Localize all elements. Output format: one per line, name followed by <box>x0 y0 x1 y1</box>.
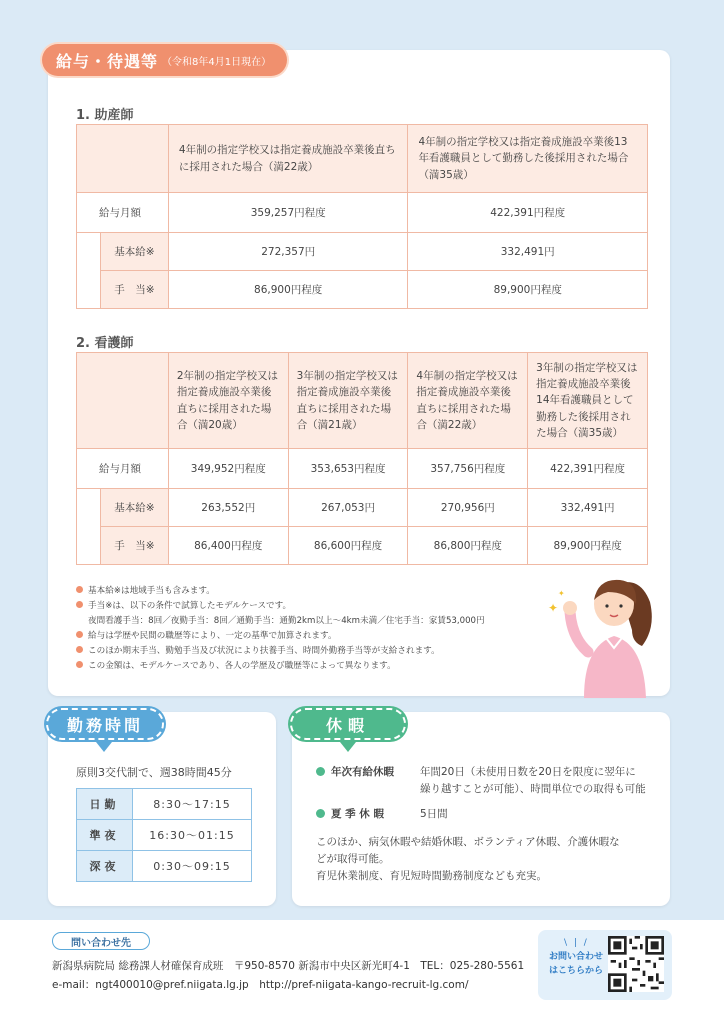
annual-leave-text-2: 繰り越すことが可能）、時間単位での取得も可能 <box>420 783 646 795</box>
svg-text:✦: ✦ <box>558 589 565 598</box>
salary-notes <box>76 584 485 674</box>
leave-title: 休暇 <box>290 708 406 740</box>
row-label: 基本給※ <box>100 489 168 527</box>
shift-table <box>76 788 252 882</box>
table-cell: 86,600円程度 <box>288 527 408 565</box>
table-cell: 86,800円程度 <box>408 527 528 565</box>
contact-label: 問い合わせ先 <box>52 932 150 950</box>
salary-title-pill <box>42 44 287 76</box>
table-cell: 422,391円程度 <box>528 449 648 489</box>
annual-leave-label: 年次有給休暇 <box>331 766 394 778</box>
row-indent <box>77 233 101 271</box>
nurse-col-header: 4年制の指定学校又は指定養成施設卒業後直ちに採用された場合（満22歳） <box>408 353 528 449</box>
note-item: この金額は、モデルケースであり、各人の学歴及び職歴等によって異なります。 <box>76 659 485 674</box>
leave-other-2: どが取得可能。 <box>316 853 390 865</box>
table-cell: 89,900円程度 <box>408 271 648 309</box>
shift-name: 準夜 <box>77 820 133 851</box>
row-label: 給与月額 <box>77 193 169 233</box>
table-row <box>77 851 252 882</box>
table-cell: 353,653円程度 <box>288 449 408 489</box>
annual-leave-text-1: 年間20日（未使用日数を20日を限度に翌年に <box>420 766 636 778</box>
annual-leave <box>316 764 394 781</box>
bullet-icon <box>76 631 83 638</box>
table-cell: 263,552円 <box>168 489 288 527</box>
table-cell: 89,900円程度 <box>528 527 648 565</box>
row-label: 手 当※ <box>100 527 168 565</box>
midwife-table <box>76 124 648 309</box>
shift-name: 日勤 <box>77 789 133 820</box>
midwife-col2-header: 4年制の指定学校又は指定養成施設卒業後13年看護職員として勤務した後採用された場合（満35歳） <box>408 125 648 193</box>
hours-intro: 原則3交代制で、週38時間45分 <box>76 766 232 779</box>
shift-time: 8:30〜17:15 <box>133 789 252 820</box>
table-cell: 332,491円 <box>408 233 648 271</box>
nurse-illustration <box>544 566 666 698</box>
summer-leave <box>316 806 384 823</box>
table-cell: 86,900円程度 <box>168 271 408 309</box>
table-corner <box>77 353 169 449</box>
note-item: 夜間看護手当：8回／夜勤手当：8回／通勤手当：通勤2km以上～4km未満／住宅手当：家賃53,000円 <box>88 616 485 626</box>
bullet-icon <box>76 586 83 593</box>
nurse-col-header: 3年制の指定学校又は指定養成施設卒業後直ちに採用された場合（満21歳） <box>288 353 408 449</box>
row-label: 手 当※ <box>100 271 168 309</box>
summer-leave-text: 5日間 <box>420 808 448 820</box>
row-indent <box>77 527 101 565</box>
bullet-icon <box>76 646 83 653</box>
bullet-icon <box>76 601 83 608</box>
table-cell: 422,391円程度 <box>408 193 648 233</box>
qr-caption: お問い合わせ はこちらから <box>548 952 603 976</box>
nurse-heading: 2. 看護師 <box>76 336 134 351</box>
shift-name: 深夜 <box>77 851 133 882</box>
salary-title: 給与・待遇等 <box>56 51 159 71</box>
table-cell: 267,053円 <box>288 489 408 527</box>
table-row <box>77 820 252 851</box>
contact-address: 新潟県病院局 総務課人材確保育成班 〒950-8570 新潟市中央区新光町4-1 TEL：025-280-5561 <box>52 960 525 972</box>
table-corner <box>77 125 169 193</box>
shift-time: 0:30〜09:15 <box>133 851 252 882</box>
note-item: 基本給※は地域手当も含みます。 <box>76 584 485 599</box>
nurse-table <box>76 352 648 565</box>
sparkle-icon: \ | / <box>564 938 589 948</box>
pill-tail <box>340 742 356 752</box>
table-row <box>77 789 252 820</box>
salary-title-note: （令和8年4月1日現在） <box>162 56 272 68</box>
table-cell: 349,952円程度 <box>168 449 288 489</box>
table-cell: 270,956円 <box>408 489 528 527</box>
svg-text:✦: ✦ <box>548 601 559 615</box>
nurse-col-header: 3年制の指定学校又は指定養成施設卒業後14年看護職員として勤務した後採用された場合（満35歳） <box>528 353 648 449</box>
contact-web[interactable]: e-mail：ngt400010@pref.niigata.lg.jp http://pref-niigata-kango-recruit-lg.com/ <box>52 979 469 991</box>
leave-other-1: このほか、病気休暇や結婚休暇、ボランティア休暇、介護休暇な <box>316 836 620 848</box>
note-item: このほか期末手当、勤勉手当及び状況により扶養手当、時間外勤務手当等が支給されます。 <box>76 644 485 659</box>
nurse-col-header: 2年制の指定学校又は指定養成施設卒業後直ちに採用された場合（満20歳） <box>168 353 288 449</box>
midwife-heading: 1. 助産師 <box>76 108 134 123</box>
row-label: 給与月額 <box>77 449 169 489</box>
leave-other-3: 育児休業制度、育児短時間勤務制度なども充実。 <box>316 870 547 882</box>
note-item: 給与は学歴や民間の職歴等により、一定の基準で加算されます。 <box>76 629 485 644</box>
row-indent <box>77 489 101 527</box>
table-cell: 359,257円程度 <box>168 193 408 233</box>
table-cell: 332,491円 <box>528 489 648 527</box>
table-cell: 272,357円 <box>168 233 408 271</box>
bullet-icon <box>316 809 325 818</box>
row-label: 基本給※ <box>100 233 168 271</box>
qr-code-icon[interactable] <box>608 936 664 992</box>
bullet-icon <box>76 661 83 668</box>
bullet-icon <box>316 767 325 776</box>
shift-time: 16:30〜01:15 <box>133 820 252 851</box>
note-item: 手当※は、以下の条件で試算したモデルケースです。 <box>76 599 485 614</box>
pill-tail <box>96 742 112 752</box>
table-cell: 357,756円程度 <box>408 449 528 489</box>
midwife-col1-header: 4年制の指定学校又は指定養成施設卒業後直ちに採用された場合（満22歳） <box>168 125 408 193</box>
hours-title: 勤務時間 <box>46 708 164 740</box>
row-indent <box>77 271 101 309</box>
table-cell: 86,400円程度 <box>168 527 288 565</box>
summer-leave-label: 夏 季 休 暇 <box>331 808 384 820</box>
